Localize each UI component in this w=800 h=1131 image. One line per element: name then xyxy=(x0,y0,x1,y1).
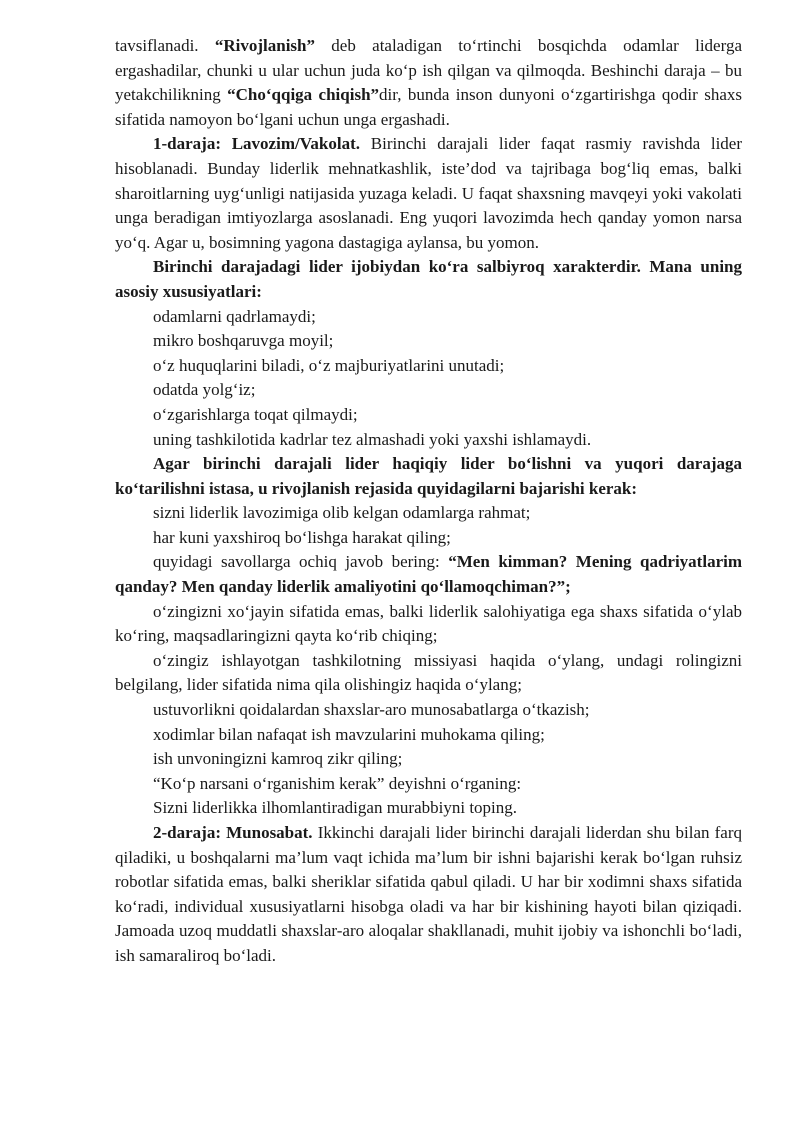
text-run: tavsiflanadi. xyxy=(115,36,215,55)
list-item: xodimlar bilan nafaqat ish mavzularini muhokama qiling; xyxy=(153,724,545,744)
list-item: o‘zingizni xo‘jayin sifatida emas, balki liderlik salohiyatiga ega shaxs sifatida o‘ylab ko‘ring, maqsadlaringizni qayta ko‘rib chiqing; xyxy=(115,601,742,646)
list-item: Sizni liderlikka ilhomlantiradigan murabbiyni toping. xyxy=(153,798,518,818)
paragraph-level-1 xyxy=(115,132,742,255)
bold-paragraph: Birinchi darajadagi lider ijobiydan ko‘ra salbiyroq xarakterdir. Mana uning asosiy xususiyatlari: xyxy=(115,257,742,301)
text-run: quyidagi savollarga ochiq javob bering: xyxy=(153,552,449,572)
list-item: sizni liderlik lavozimiga olib kelgan odamlarga rahmat; xyxy=(153,503,531,523)
list-item: o‘zgarishlarga toqat qilmaydi; xyxy=(153,404,358,424)
text-run: Ikkinchi darajali lider birinchi darajali liderdan shu bilan farq qiladiki, u boshqalarni ma’lum vaqt ichida ma’lum bir ishni bajarishi kerak bo‘lgan ruhsiz robotlar sifatida emas, balki sheriklar sifatida qabul qiladi. U har bir xodimni shaxs sifatida ko‘radi, individual xususiyatlarni hisobga oladi va har bir kishining hayoti bilan qiziqadi. Jamoada uzoq muddatli shaxslar-aro aloqalar shakllanadi, muhit ijobiy va ishonchli bo‘ladi, ish samaraliroq bo‘ladi. xyxy=(115,823,743,965)
section-heading: 2-daraja: Munosabat. xyxy=(153,823,313,842)
list-item: mikro boshqaruvga moyil; xyxy=(153,331,334,351)
paragraph-development-plan-intro xyxy=(115,452,742,501)
list-item: ish unvoningizni kamroq zikr qiling; xyxy=(153,749,403,769)
list-item: uning tashkilotida kadrlar tez almashadi yoki yaxshi ishlamaydi. xyxy=(153,429,592,449)
text-run: deb ataladigan to‘rtinchi bosqichda odamlar liderga ergashadilar, chunki u ular uchun juda ko‘p ish qilgan va qilmoqda. Beshinchi daraja – bu yetakchilikning xyxy=(115,36,742,105)
paragraph-level-2 xyxy=(115,821,742,969)
text-run: Birinchi darajali lider faqat rasmiy ravishda lider hisoblanadi. Bunday liderlik mehnatkashlik, iste’dod va tajribaga bog‘liq emas, balki sharoitlarning uyg‘unligi natijasida yuzaga keladi. U faqat shaxsning mavqeyi yoki vakolati unga beradigan imtiyozlarga asoslanadi. Eng yuqori lavozimda hech qanday yomon narsa yo‘q. Agar u, bosimning yagona dastagiga aylansa, bu yomon. xyxy=(115,134,743,252)
list-item: “Ko‘p narsani o‘rganishim kerak” deyishni o‘rganing: xyxy=(153,773,522,793)
bold-term: “Rivojlanish” xyxy=(214,36,315,55)
bold-term: “Cho‘qqiga chiqish” xyxy=(227,85,380,105)
bold-questions: “Men kimman? Mening qadriyatlarim qanday? Men qanday liderlik amaliyotini qo‘llamoqchiman?”; xyxy=(115,552,742,597)
list-item: odamlarni qadrlamaydi; xyxy=(153,306,316,326)
paragraph-level-1-traits-intro xyxy=(115,255,742,304)
text-run: dir, bunda inson dunyoni o‘zgartirishga qodir shaxs sifatida namoyon bo‘lgani uchun unga ergashadi. xyxy=(115,85,742,129)
bold-paragraph: Agar birinchi darajali lider haqiqiy lider bo‘lishni va yuqori darajaga ko‘tarilishni istasa, u rivojlanish rejasida quyidagilarni bajarishi kerak: xyxy=(115,454,742,498)
document-page xyxy=(115,34,742,969)
list-item: odatda yolg‘iz; xyxy=(153,380,256,400)
list-item xyxy=(115,550,742,599)
list-item: har kuni yaxshiroq bo‘lishga harakat qiling; xyxy=(153,527,451,547)
list-item: o‘zingiz ishlayotgan tashkilotning missiyasi haqida o‘ylang, undagi rolingizni belgilang, lider sifatida nima qila olishingiz haqida o‘ylang; xyxy=(115,650,742,695)
section-heading: 1-daraja: Lavozim/Vakolat. xyxy=(153,134,361,154)
list-item: o‘z huquqlarini biladi, o‘z majburiyatlarini unutadi; xyxy=(153,355,505,375)
paragraph-intro xyxy=(115,34,742,132)
list-item: ustuvorlikni qoidalardan shaxslar-aro munosabatlarga o‘tkazish; xyxy=(153,700,590,720)
